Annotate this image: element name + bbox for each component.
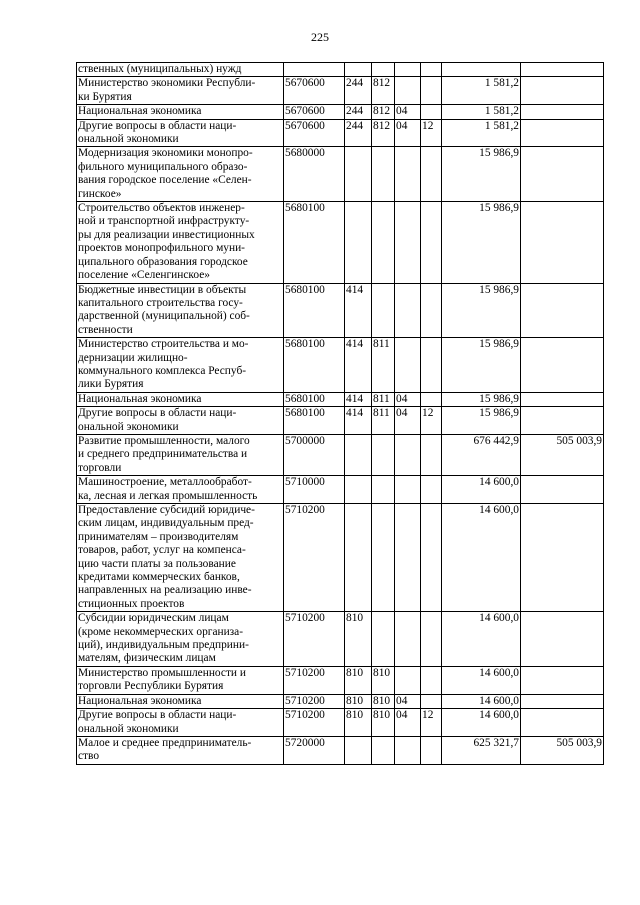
row-code-cell: 5710200 bbox=[284, 709, 345, 737]
row-amount-cell: 625 321,7 bbox=[442, 736, 521, 764]
row-section-cell bbox=[395, 283, 421, 338]
row-subsection-cell bbox=[421, 736, 442, 764]
table-row bbox=[77, 504, 604, 612]
row-amount-extra-cell bbox=[521, 119, 604, 147]
row-code-cell: 5670600 bbox=[284, 77, 345, 105]
row-amount-cell: 1 581,2 bbox=[442, 119, 521, 147]
row-code-cell: 5670600 bbox=[284, 105, 345, 119]
row-subsection-cell bbox=[421, 476, 442, 504]
table-row bbox=[77, 736, 604, 764]
row-department-cell bbox=[372, 612, 395, 667]
row-section-cell bbox=[395, 504, 421, 612]
row-amount-extra-cell bbox=[521, 504, 604, 612]
row-name-cell: Другие вопросы в области наци- ональной экономики bbox=[77, 407, 284, 435]
row-code-cell: 5680100 bbox=[284, 338, 345, 393]
row-section-cell bbox=[395, 202, 421, 283]
row-name-cell: Модернизация экономики монопро- фильного муниципального образо- вания городское поселение «Селен- гинское» bbox=[77, 147, 284, 202]
row-name-cell: Машиностроение, металлообработ- ка, лесная и легкая промышленность bbox=[77, 476, 284, 504]
row-code-cell: 5680100 bbox=[284, 283, 345, 338]
table-row bbox=[77, 202, 604, 283]
row-subsection-cell bbox=[421, 694, 442, 708]
row-subsection-cell: 12 bbox=[421, 407, 442, 435]
row-amount-cell: 14 600,0 bbox=[442, 694, 521, 708]
row-code-cell: 5710200 bbox=[284, 666, 345, 694]
row-expense-type-cell: 810 bbox=[345, 612, 372, 667]
row-department-cell bbox=[372, 147, 395, 202]
row-subsection-cell bbox=[421, 612, 442, 667]
row-amount-cell: 15 986,9 bbox=[442, 147, 521, 202]
row-department-cell: 811 bbox=[372, 338, 395, 393]
row-name-cell: Малое и среднее предприниматель- ство bbox=[77, 736, 284, 764]
row-expense-type-cell: 244 bbox=[345, 105, 372, 119]
budget-table-body bbox=[77, 63, 604, 765]
row-amount-extra-cell bbox=[521, 666, 604, 694]
row-department-cell: 812 bbox=[372, 119, 395, 147]
row-department-cell bbox=[372, 63, 395, 77]
table-row bbox=[77, 77, 604, 105]
row-department-cell: 812 bbox=[372, 105, 395, 119]
row-section-cell: 04 bbox=[395, 407, 421, 435]
table-row bbox=[77, 283, 604, 338]
row-expense-type-cell bbox=[345, 736, 372, 764]
row-section-cell: 04 bbox=[395, 119, 421, 147]
row-amount-cell: 15 986,9 bbox=[442, 338, 521, 393]
table-row bbox=[77, 476, 604, 504]
row-name-cell: Национальная экономика bbox=[77, 694, 284, 708]
row-code-cell: 5710200 bbox=[284, 694, 345, 708]
row-name-cell: Развитие промышленности, малого и среднего предпринимательства и торговли bbox=[77, 434, 284, 475]
row-code-cell: 5710200 bbox=[284, 612, 345, 667]
table-row bbox=[77, 694, 604, 708]
row-amount-cell: 14 600,0 bbox=[442, 666, 521, 694]
row-section-cell bbox=[395, 666, 421, 694]
row-section-cell bbox=[395, 147, 421, 202]
row-amount-extra-cell bbox=[521, 77, 604, 105]
row-expense-type-cell bbox=[345, 504, 372, 612]
table-row bbox=[77, 434, 604, 475]
row-code-cell: 5680100 bbox=[284, 392, 345, 406]
row-amount-extra-cell bbox=[521, 202, 604, 283]
table-row bbox=[77, 63, 604, 77]
row-name-cell: Строительство объектов инженер- ной и транспортной инфраструкту- ры для реализации инвестиционных проектов монопрофильного муни- ципального образования городское поселение «Селенгинское» bbox=[77, 202, 284, 283]
row-subsection-cell bbox=[421, 283, 442, 338]
row-subsection-cell bbox=[421, 338, 442, 393]
page-number: 225 bbox=[311, 30, 329, 44]
row-name-cell: Министерство промышленности и торговли Республики Бурятия bbox=[77, 666, 284, 694]
row-amount-extra-cell bbox=[521, 392, 604, 406]
table-row bbox=[77, 709, 604, 737]
row-section-cell: 04 bbox=[395, 694, 421, 708]
row-expense-type-cell bbox=[345, 202, 372, 283]
row-department-cell: 812 bbox=[372, 77, 395, 105]
row-subsection-cell bbox=[421, 434, 442, 475]
row-amount-cell: 15 986,9 bbox=[442, 392, 521, 406]
row-department-cell bbox=[372, 283, 395, 338]
row-section-cell bbox=[395, 434, 421, 475]
row-section-cell bbox=[395, 77, 421, 105]
row-amount-cell: 14 600,0 bbox=[442, 709, 521, 737]
row-department-cell: 811 bbox=[372, 392, 395, 406]
row-expense-type-cell: 810 bbox=[345, 709, 372, 737]
row-name-cell: ственных (муниципальных) нужд bbox=[77, 63, 284, 77]
row-expense-type-cell: 414 bbox=[345, 338, 372, 393]
row-expense-type-cell: 244 bbox=[345, 119, 372, 147]
row-name-cell: Министерство экономики Республи- ки Бурятия bbox=[77, 77, 284, 105]
row-amount-cell: 14 600,0 bbox=[442, 612, 521, 667]
row-code-cell: 5680100 bbox=[284, 407, 345, 435]
row-department-cell bbox=[372, 504, 395, 612]
row-amount-extra-cell bbox=[521, 407, 604, 435]
table-row bbox=[77, 338, 604, 393]
row-section-cell bbox=[395, 736, 421, 764]
row-amount-extra-cell bbox=[521, 147, 604, 202]
row-amount-extra-cell bbox=[521, 612, 604, 667]
row-amount-extra-cell bbox=[521, 338, 604, 393]
row-code-cell: 5680100 bbox=[284, 202, 345, 283]
row-section-cell: 04 bbox=[395, 709, 421, 737]
table-row bbox=[77, 147, 604, 202]
row-department-cell bbox=[372, 736, 395, 764]
row-name-cell: Другие вопросы в области наци- ональной экономики bbox=[77, 709, 284, 737]
table-row bbox=[77, 392, 604, 406]
row-section-cell: 04 bbox=[395, 392, 421, 406]
row-amount-extra-cell: 505 003,9 bbox=[521, 736, 604, 764]
row-expense-type-cell: 414 bbox=[345, 283, 372, 338]
row-name-cell: Национальная экономика bbox=[77, 105, 284, 119]
row-department-cell: 811 bbox=[372, 407, 395, 435]
row-name-cell: Национальная экономика bbox=[77, 392, 284, 406]
table-row bbox=[77, 119, 604, 147]
table-row bbox=[77, 407, 604, 435]
row-amount-cell: 15 986,9 bbox=[442, 283, 521, 338]
row-amount-extra-cell bbox=[521, 283, 604, 338]
row-amount-cell: 1 581,2 bbox=[442, 77, 521, 105]
row-code-cell: 5700000 bbox=[284, 434, 345, 475]
row-expense-type-cell: 414 bbox=[345, 407, 372, 435]
row-subsection-cell bbox=[421, 504, 442, 612]
row-subsection-cell bbox=[421, 147, 442, 202]
row-amount-cell: 14 600,0 bbox=[442, 504, 521, 612]
row-name-cell: Другие вопросы в области наци- ональной экономики bbox=[77, 119, 284, 147]
row-subsection-cell: 12 bbox=[421, 709, 442, 737]
row-code-cell: 5720000 bbox=[284, 736, 345, 764]
row-expense-type-cell bbox=[345, 147, 372, 202]
row-section-cell bbox=[395, 63, 421, 77]
row-amount-extra-cell: 505 003,9 bbox=[521, 434, 604, 475]
row-amount-extra-cell bbox=[521, 694, 604, 708]
row-expense-type-cell: 810 bbox=[345, 694, 372, 708]
row-code-cell: 5710000 bbox=[284, 476, 345, 504]
row-amount-extra-cell bbox=[521, 63, 604, 77]
row-amount-extra-cell bbox=[521, 709, 604, 737]
row-amount-extra-cell bbox=[521, 476, 604, 504]
row-subsection-cell bbox=[421, 392, 442, 406]
row-subsection-cell bbox=[421, 202, 442, 283]
table-row bbox=[77, 612, 604, 667]
row-amount-cell bbox=[442, 63, 521, 77]
row-amount-cell: 15 986,9 bbox=[442, 407, 521, 435]
row-subsection-cell bbox=[421, 105, 442, 119]
row-subsection-cell bbox=[421, 666, 442, 694]
row-code-cell: 5710200 bbox=[284, 504, 345, 612]
row-expense-type-cell: 414 bbox=[345, 392, 372, 406]
row-code-cell: 5680000 bbox=[284, 147, 345, 202]
row-department-cell: 810 bbox=[372, 666, 395, 694]
row-amount-extra-cell bbox=[521, 105, 604, 119]
row-amount-cell: 14 600,0 bbox=[442, 476, 521, 504]
row-section-cell bbox=[395, 476, 421, 504]
row-expense-type-cell bbox=[345, 476, 372, 504]
row-expense-type-cell: 244 bbox=[345, 77, 372, 105]
row-section-cell bbox=[395, 338, 421, 393]
row-name-cell: Бюджетные инвестиции в объекты капитального строительства госу- дарственной (муниципальной) соб- ственности bbox=[77, 283, 284, 338]
row-section-cell: 04 bbox=[395, 105, 421, 119]
row-expense-type-cell bbox=[345, 434, 372, 475]
row-department-cell bbox=[372, 476, 395, 504]
row-department-cell: 810 bbox=[372, 709, 395, 737]
row-name-cell: Субсидии юридическим лицам (кроме некоммерческих организа- ций), индивидуальным предприни- мателям, физическим лицам bbox=[77, 612, 284, 667]
row-section-cell bbox=[395, 612, 421, 667]
table-row bbox=[77, 105, 604, 119]
budget-table bbox=[76, 62, 604, 765]
row-subsection-cell bbox=[421, 63, 442, 77]
row-code-cell bbox=[284, 63, 345, 77]
row-amount-cell: 1 581,2 bbox=[442, 105, 521, 119]
row-department-cell bbox=[372, 202, 395, 283]
table-row bbox=[77, 666, 604, 694]
row-name-cell: Министерство строительства и мо- дернизации жилищно- коммунального комплекса Респуб- лики Бурятия bbox=[77, 338, 284, 393]
row-amount-cell: 15 986,9 bbox=[442, 202, 521, 283]
row-subsection-cell bbox=[421, 77, 442, 105]
row-department-cell: 810 bbox=[372, 694, 395, 708]
row-department-cell bbox=[372, 434, 395, 475]
row-code-cell: 5670600 bbox=[284, 119, 345, 147]
row-amount-cell: 676 442,9 bbox=[442, 434, 521, 475]
row-name-cell: Предоставление субсидий юридиче- ским лицам, индивидуальным пред- принимателям – производителям товаров, работ, услуг на компенса- цию части платы за пользование кредитами коммерческих банков, направленных на реализацию инве- стиционных проектов bbox=[77, 504, 284, 612]
row-subsection-cell: 12 bbox=[421, 119, 442, 147]
row-expense-type-cell: 810 bbox=[345, 666, 372, 694]
row-expense-type-cell bbox=[345, 63, 372, 77]
